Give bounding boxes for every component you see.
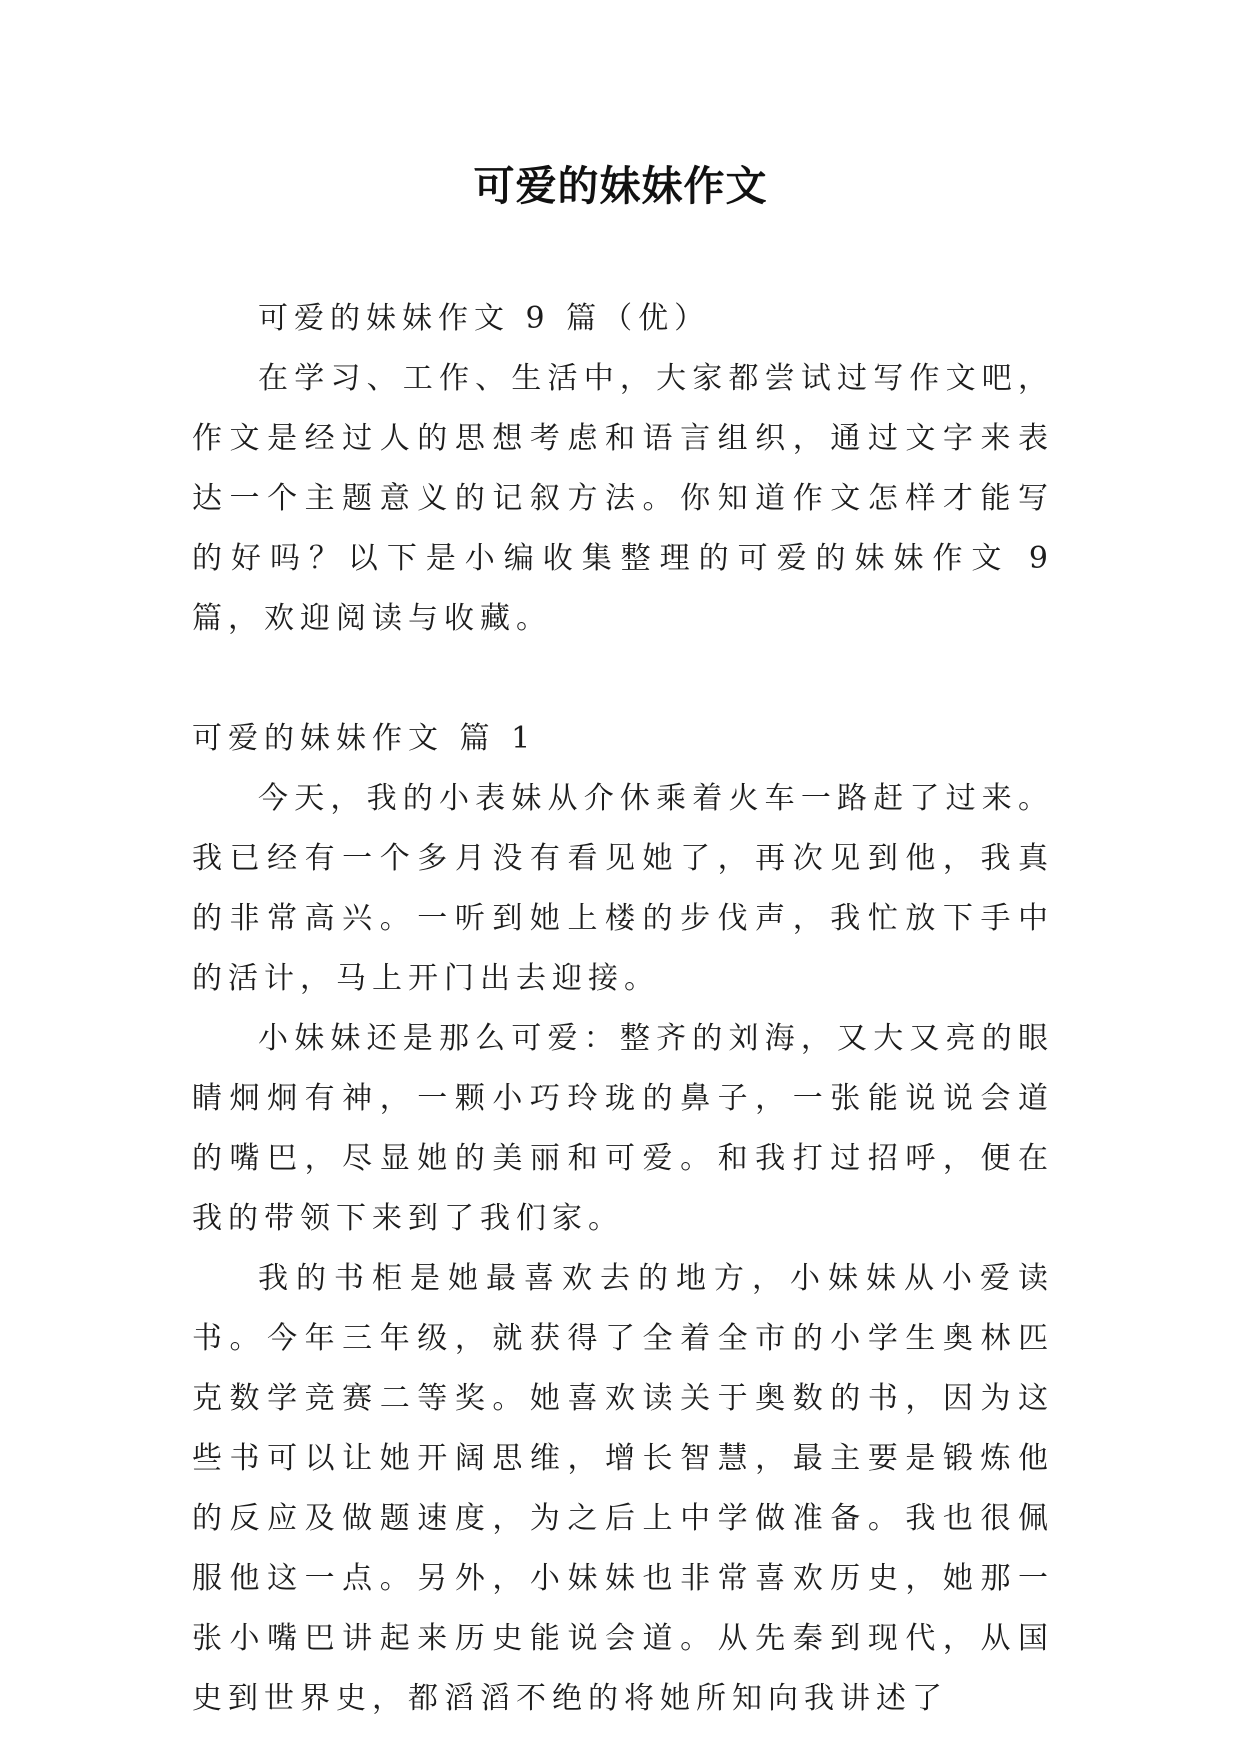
intro-paragraph: 在学习、工作、生活中，大家都尝试过写作文吧，作文是经过人的思想考虑和语言组织，通过文字来表达一个主题意义的记叙方法。你知道作文怎样才能写的好吗？以下是小编收集整理的可爱的妹妹作文 9 篇，欢迎阅读与收藏。 xyxy=(192,361,1054,636)
section-heading: 可爱的妹妹作文 篇 1 xyxy=(192,721,537,756)
document-body xyxy=(192,289,1054,1729)
body-paragraph: 我的书柜是她最喜欢去的地方，小妹妹从小爱读书。今年三年级，就获得了全着全市的小学生奥林匹克数学竞赛二等奖。她喜欢读关于奥数的书，因为这些书可以让她开阔思维，增长智慧，最主要是锻炼他的反应及做题速度，为之后上中学做准备。我也很佩服他这一点。另外，小妹妹也非常喜欢历史，她那一张小嘴巴讲起来历史能说会道。从先秦到现代，从国史到世界史，都滔滔不绝的将她所知向我讲述了 xyxy=(192,1261,1054,1716)
body-paragraph: 今天，我的小表妹从介休乘着火车一路赶了过来。我已经有一个多月没有看见她了，再次见到他，我真的非常高兴。一听到她上楼的步伐声，我忙放下手中的活计，马上开门出去迎接。 xyxy=(192,781,1054,996)
body-paragraph: 小妹妹还是那么可爱：整齐的刘海，又大又亮的眼睛炯炯有神，一颗小巧玲珑的鼻子，一张能说说会道的嘴巴，尽显她的美丽和可爱。和我打过招呼，便在我的带领下来到了我们家。 xyxy=(192,1021,1054,1236)
document-title: 可爱的妹妹作文 xyxy=(473,162,768,210)
document-subtitle: 可爱的妹妹作文 9 篇（优） xyxy=(258,301,711,336)
